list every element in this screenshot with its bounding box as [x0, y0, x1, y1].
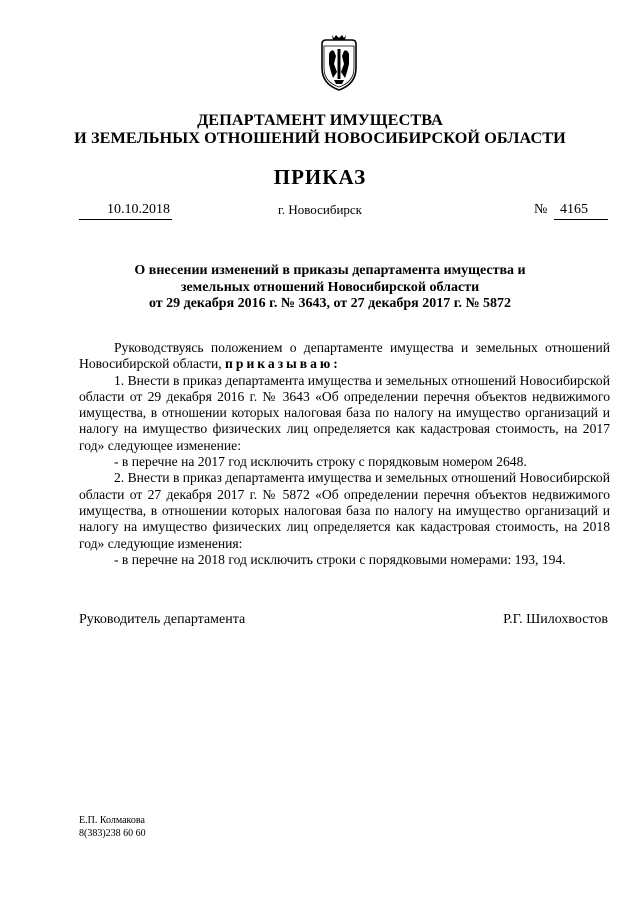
contact-name: Е.П. Колмакова	[79, 815, 145, 826]
subject-line2: земельных отношений Новосибирской области	[180, 279, 480, 295]
subject-line3: от 29 декабря 2016 г. № 3643, от 27 декабря 2017 г. № 5872	[148, 296, 512, 311]
intro-text: Руководствуясь положением о департаменте имущества и земельных отношений Новосибирской области,	[79, 340, 610, 372]
number-sign: №	[534, 202, 548, 217]
item-2: 2. Внести в приказ департамента имущества и земельных отношений Новосибирской области от 27 декабря 2017 г. № 5872 «Об определении перечня объектов недвижимого имущества, в отношении которых налоговая база по налогу на имущество организаций и налогу на имущество физических лиц определяется как кадастровая стоимость, на 2018 год» следующие изменения:	[79, 470, 610, 551]
department-name-line2: И ЗЕМЕЛЬНЫХ ОТНОШЕНИЙ НОВОСИБИРСКОЙ ОБЛАСТИ	[74, 129, 566, 147]
order-body	[79, 340, 610, 568]
item-2-change: - в перечне на 2018 год исключить строки с порядковыми номерами: 193, 194.	[114, 551, 566, 567]
subject-line1: О внесении изменений в приказы департамента имущества и	[134, 263, 526, 278]
document-type-title: ПРИКАЗ	[273, 165, 367, 189]
item-1: 1. Внести в приказ департамента имущества и земельных отношений Новосибирской области от 29 декабря 2016 г. № 3643 «Об определении перечня объектов недвижимого имущества, в отношении которых налоговая база по налогу на имущество организаций и налогу на имущество физических лиц определяется как кадастровая стоимость, на 2017 год» следующее изменение:	[79, 372, 610, 453]
order-subject	[100, 263, 560, 313]
order-number	[534, 201, 612, 220]
order-date: 10.10.2018	[79, 201, 172, 220]
contact-block	[79, 814, 146, 840]
coat-of-arms-icon	[314, 34, 364, 94]
department-name-line1: ДЕПАРТАМЕНТ ИМУЩЕСТВА	[197, 111, 443, 129]
order-word: приказываю:	[225, 356, 341, 372]
signatory-position: Руководитель департамента	[79, 612, 246, 627]
item-1-change: - в перечне на 2017 год исключить строку с порядковым номером 2648.	[114, 454, 527, 470]
contact-phone: 8(383)238 60 60	[79, 828, 146, 839]
order-city: г. Новосибирск	[277, 202, 362, 217]
intro-paragraph	[79, 340, 610, 373]
number-value: 4165	[554, 201, 608, 220]
signatory-name: Р.Г. Шилохвостов	[503, 612, 608, 627]
